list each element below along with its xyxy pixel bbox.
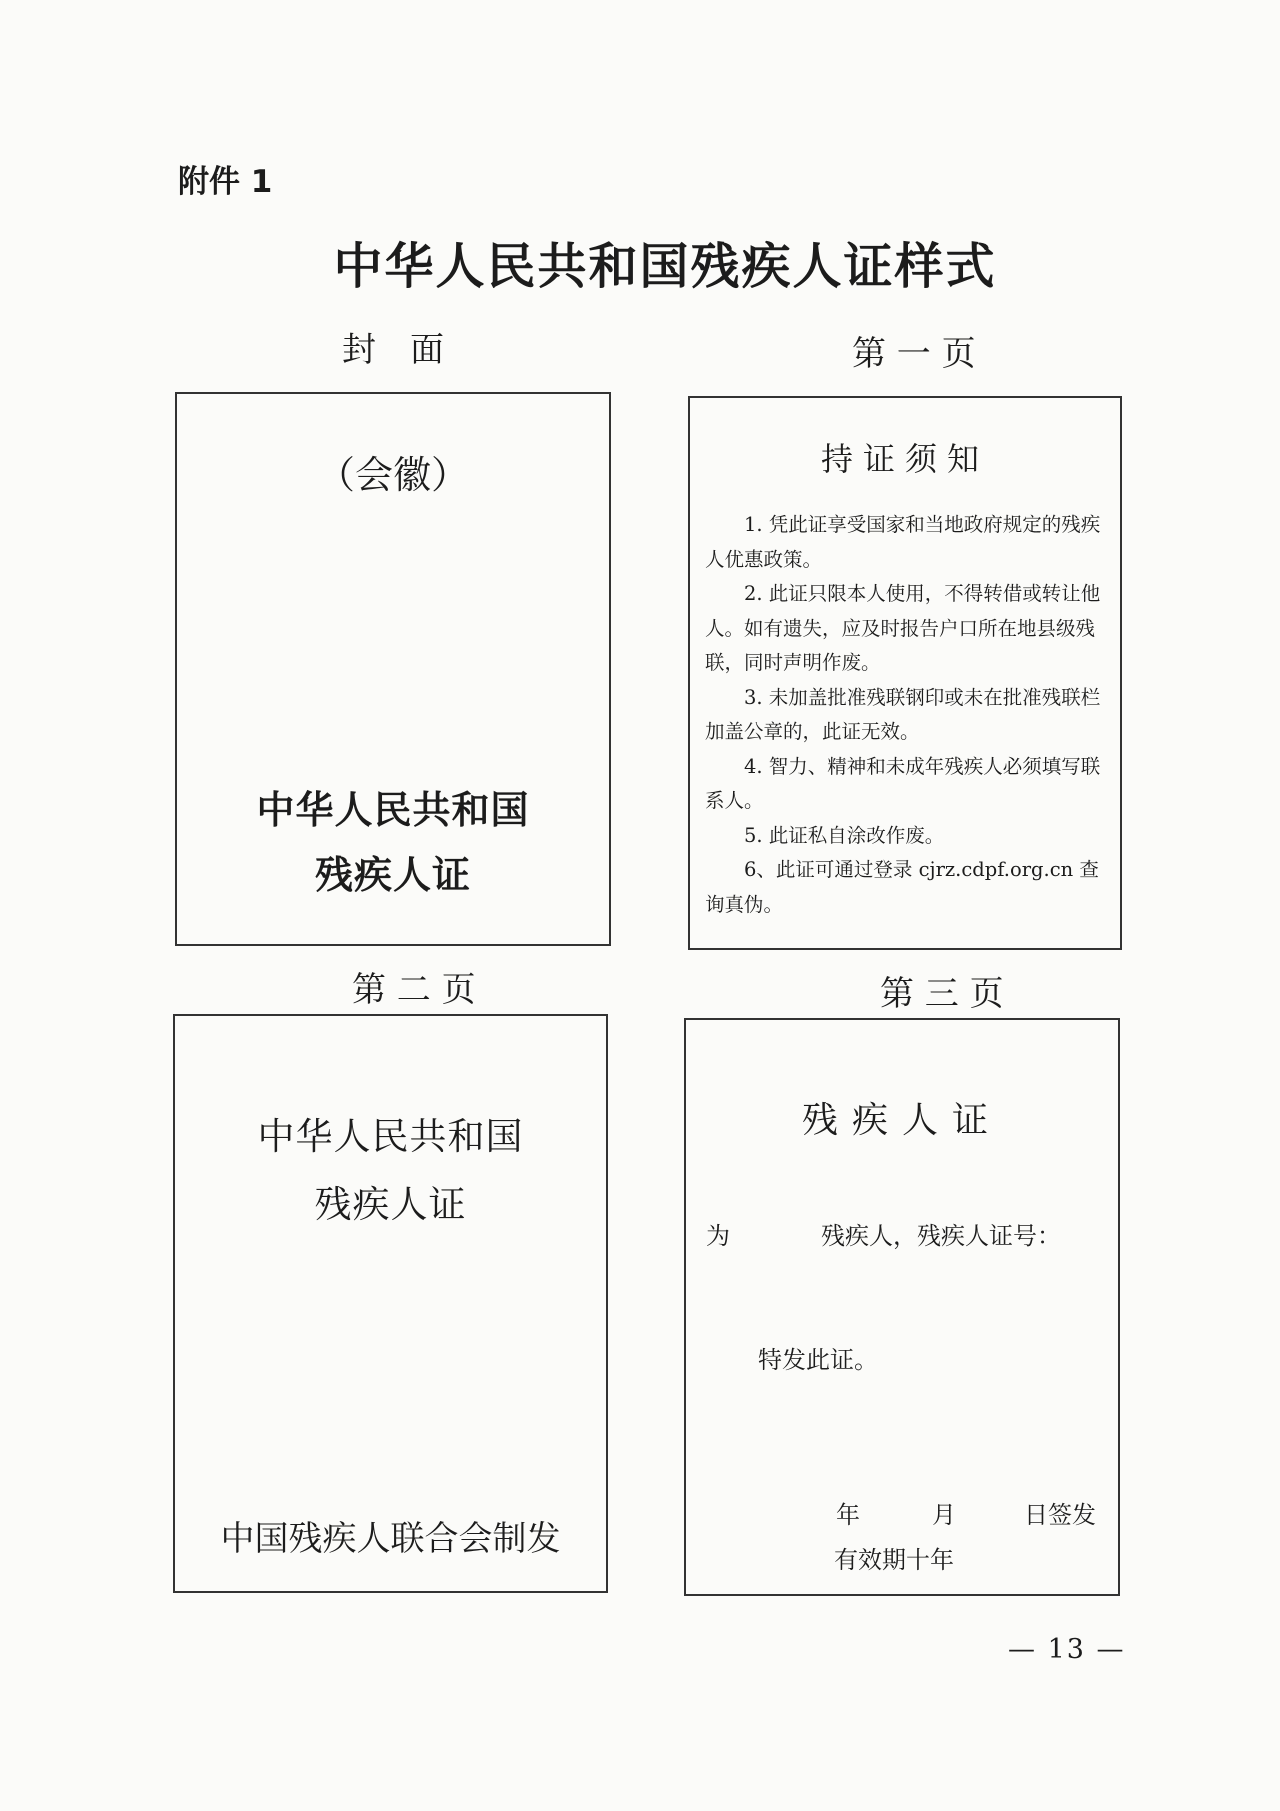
page-one-heading: 持证须知 [820, 440, 989, 478]
page-one-panel [688, 396, 1122, 950]
disability-number-label: 残疾人，残疾人证号： [821, 1222, 1061, 1250]
notice-item: 6、此证可通过登录 cjrz.cdpf.org.cn 查询真伪。 [705, 858, 1099, 916]
for-label: 为 [706, 1222, 730, 1250]
attachment-label: 附件 1 [178, 164, 273, 200]
page-two-panel [173, 1014, 608, 1593]
validity-text: 有效期十年 [834, 1546, 954, 1574]
document-title: 中华人民共和国残疾人证样式 [333, 237, 997, 295]
notice-item: 4. 智力、精神和未成年残疾人必须填写联系人。 [705, 754, 1101, 812]
cover-title-line2: 残疾人证 [314, 852, 471, 897]
special-issue-text: 特发此证。 [758, 1346, 878, 1374]
page-number: — 13 — [1008, 1634, 1126, 1665]
month-label: 月 [932, 1501, 956, 1529]
caption-page-two: 第 二 页 [352, 970, 476, 1010]
page-three-panel [684, 1018, 1120, 1596]
page-three-heading: 残疾人证 [801, 1100, 1002, 1141]
notice-list [705, 508, 1107, 922]
page-two-title-line2: 残疾人证 [314, 1183, 467, 1226]
issuer-text: 中国残疾人联合会制发 [220, 1519, 561, 1559]
cover-title-line1: 中华人民共和国 [256, 787, 530, 832]
notice-item: 5. 此证私自涂改作废。 [744, 823, 945, 847]
caption-page-one: 第 一 页 [852, 334, 976, 374]
notice-item: 1. 凭此证享受国家和当地政府规定的残疾人优惠政策。 [705, 513, 1101, 571]
notice-item: 3. 未加盖批准残联钢印或未在批准残联栏加盖公章的，此证无效。 [705, 685, 1101, 743]
page-two-title-line1: 中华人民共和国 [257, 1115, 524, 1158]
day-issued-label: 日签发 [1024, 1501, 1096, 1529]
year-label: 年 [836, 1501, 860, 1529]
caption-page-three: 第 三 页 [880, 974, 1004, 1014]
emblem-placeholder: （会徽） [316, 453, 469, 497]
cover-panel [175, 392, 611, 946]
notice-item: 2. 此证只限本人使用，不得转借或转让他人。如有遗失，应及时报告户口所在地县级残联，同时声明作废。 [705, 582, 1101, 674]
caption-cover: 封 面 [342, 330, 444, 370]
